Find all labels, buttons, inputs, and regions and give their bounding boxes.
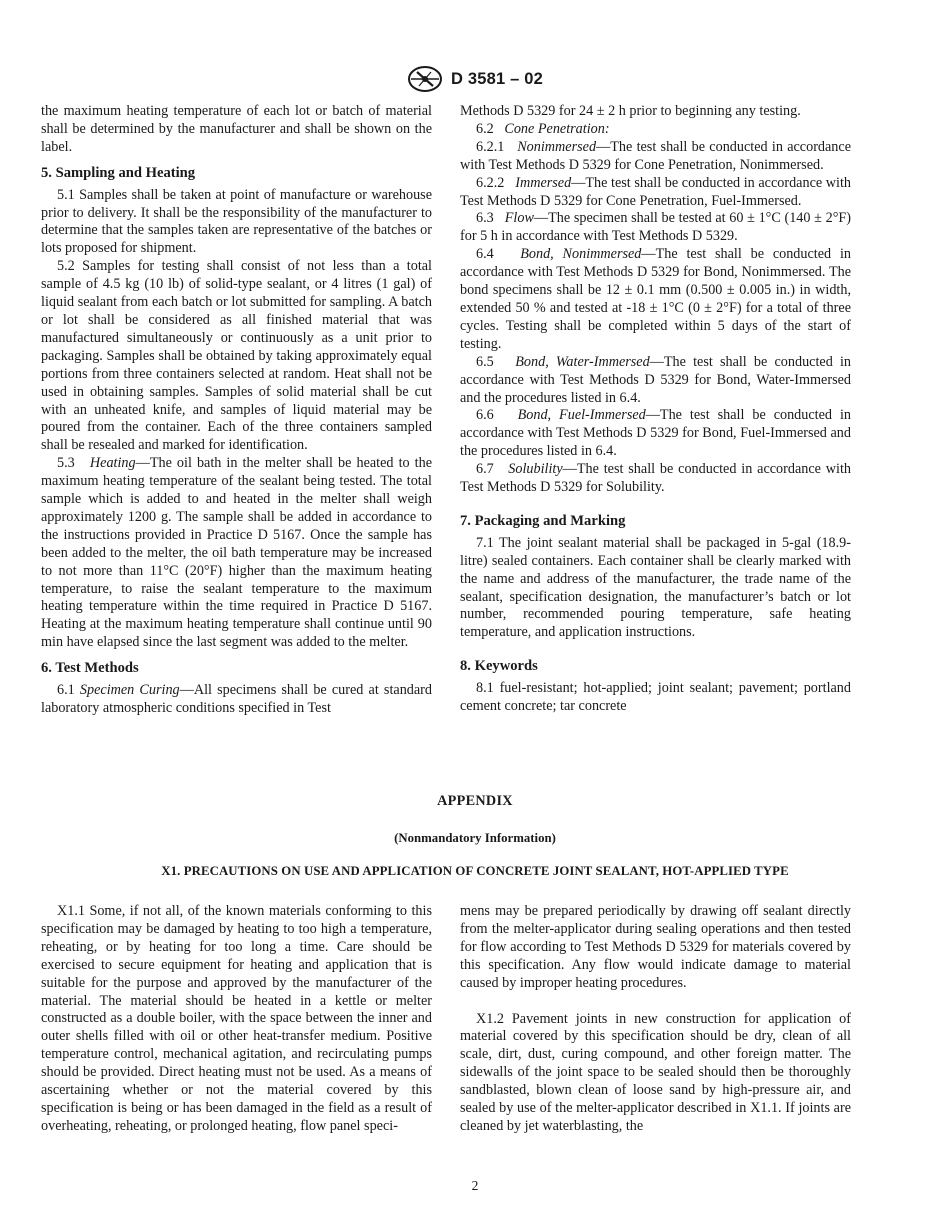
paragraph-6-2: 6.2 Cone Penetration:: [476, 120, 610, 137]
left-column-top: [41, 103, 432, 718]
appendix-x1-heading: X1. PRECAUTIONS ON USE AND APPLICATION OF CONCRETE JOINT SEALANT, HOT-APPLIED TYPE: [161, 864, 789, 878]
astm-logo-icon: [407, 65, 443, 93]
section-5-heading: 5. Sampling and Heating: [41, 164, 196, 181]
paragraph-5-2: 5.2 Samples for testing shall consist of not less than a total sample of 4.5 kg (10 lb) of solid-type sealant, or 4 litres (1 gal) of liquid sealant from each batch or lot submitted for sampling. A batch or lot shall be considered as all finished material that was manufactured simultaneously or continuously as a unit prior to packaging. Samples shall be obtained by taking approximately equal portions from three containers selected at random. Heat shall not be used in obtaining samples. Samples of solid material shall be cut with an unheated knife, and samples of liquid material may be poured from the container. Each of the three containers sampled shall be resealed and marked for identification.: [41, 258, 432, 454]
paragraph-x1-1: X1.1 Some, if not all, of the known materials conforming to this specification may be damaged by heating to too high a temperature, reheating, or by heating for too long a time. Care should be exercised to secure equipment for heating and application that is suitable for the purpose and approved by the manufacturer of the material. The material should be heated in a kettle or melter constructed as a double boiler, with the space between the inner and outer shells filled with oil or other heat-transfer medium. Positive temperature control, mechanical agitation, and recirculating pumps should be provided. Direct heating must not be used. As a means of ascertaining whether or not the material covered by this specification is being or has been damaged in the field as a result of overheating, reheating, or prolonged heating, flow panel speci-: [41, 903, 432, 1134]
appendix-title: APPENDIX: [437, 793, 513, 809]
section-6-heading: 6. Test Methods: [41, 660, 139, 677]
paragraph-6-4: 6.4 Bond, Nonimmersed—The test shall be conducted in accordance with Test Methods D 5329 for Bond, Nonimmersed. The bond specimens shall be 12 ± 0.1 mm (0.500 ± 0.005 in.) in width, extended 50 % and tested at -18 ± 1°C (0 ± 2°F) for a total of three cycles. Testing shall be completed within 5 days of the start of testing.: [460, 246, 851, 352]
right-column-bottom: [460, 903, 851, 1136]
paragraph-x1-1-continued: mens may be prepared periodically by drawing off sealant directly from the melter-applicator during sealing operations and then tested for flow according to Test Methods D 5329 for materials covered by this specification. Any flow would indicate damage to material caused by improper heating procedures.: [460, 903, 851, 991]
paragraph-8-1: 8.1 fuel-resistant; hot-applied; joint sealant; pavement; portland cement concrete; tar concrete: [460, 680, 851, 715]
page-header: [0, 64, 950, 94]
spacer: [460, 642, 851, 650]
right-column-top: [460, 103, 851, 716]
document-designation: D 3581 – 02: [450, 69, 544, 88]
paragraph-5-3: 5.3 Heating—The oil bath in the melter shall be heated to the maximum heating temperature of the sealant being tested. The total sample which is added to and heated in the melter shall weigh approximately 1200 g. The sample shall be added in accordance to the instructions provided in Practice D 5167. Once the sample has been added to the melter, the oil bath temperature may be increased to not more than 11°C (20°F) higher than the maximum heating temperature, to raise the sealant temperature to the maximum heating temperature within the time required in Practice D 5167. Heating at the maximum heating temperature shall continue until 90 min have elapsed since the last segment was added to the melter.: [41, 455, 432, 651]
spacer: [460, 993, 851, 1011]
paragraph-6-1-continued: Methods D 5329 for 24 ± 2 h prior to beginning any testing.: [460, 103, 801, 119]
paragraph-5-1: 5.1 Samples shall be taken at point of manufacture or warehouse prior to delivery. It shall be the responsibility of the manufacturer to determine that the samples taken are representative of the batches or lots proposed for shipment.: [41, 186, 432, 257]
left-column-bottom: [41, 903, 432, 1136]
page-number: 2: [471, 1178, 479, 1193]
paragraph-6-1: 6.1 Specimen Curing—All specimens shall be cured at standard laboratory atmospheric conditions specified in Test: [41, 682, 432, 716]
paragraph-6-2-2: 6.2.2 Immersed—The test shall be conducted in accordance with Test Methods D 5329 for Cone Penetration, Fuel-Immersed.: [460, 174, 852, 209]
section-8-heading: 8. Keywords: [460, 658, 538, 675]
section-7-heading: 7. Packaging and Marking: [460, 512, 626, 529]
paragraph-6-6: 6.6 Bond, Fuel-Immersed—The test shall be conducted in accordance with Test Methods D 5329 for Bond, Fuel-Immersed and the procedures listed in 6.4.: [460, 407, 851, 460]
spacer: [460, 497, 851, 505]
appendix-subtitle: (Nonmandatory Information): [394, 831, 556, 845]
paragraph-6-7: 6.7 Solubility—The test shall be conducted in accordance with Test Methods D 5329 for Solubility.: [460, 461, 852, 496]
paragraph-x1-2: X1.2 Pavement joints in new construction for application of material covered by this specification should be dry, clean of all scale, dirt, dust, curing compound, and other foreign matter. The sidewalls of the joint space to be sealed should then be thoroughly sandblasted, blown clean of loose sand by high-pressure air, and sealed by use of the melter-applicator described in X1.1. If joints are cleaned by jet waterblasting, the: [460, 1010, 851, 1134]
paragraph-6-5: 6.5 Bond, Water-Immersed—The test shall be conducted in accordance with Test Methods D 5329 for Bond, Water-Immersed and the procedures listed in 6.4.: [460, 353, 851, 406]
paragraph-6-2-1: 6.2.1 Nonimmersed—The test shall be conducted in accordance with Test Methods D 5329 for Cone Penetration, Nonimmersed.: [460, 138, 851, 173]
paragraph-intro: the maximum heating temperature of each lot or batch of material shall be determined by the manufacturer and shall be shown on the label.: [41, 103, 432, 155]
paragraph-7-1: 7.1 The joint sealant material shall be packaged in 5-gal (18.9-litre) sealed containers. Each container shall be clearly marked with the name and address of the manufacturer, the trade name of the sealant, specification designation, the manufacturer’s batch or lot number, recommended pouring temperature, safe heating temperature, and application instructions.: [460, 534, 851, 641]
paragraph-6-3: 6.3 Flow—The specimen shall be tested at 60 ± 1°C (140 ± 2°F) for 5 h in accordance with Test Methods D 5329.: [460, 210, 852, 245]
